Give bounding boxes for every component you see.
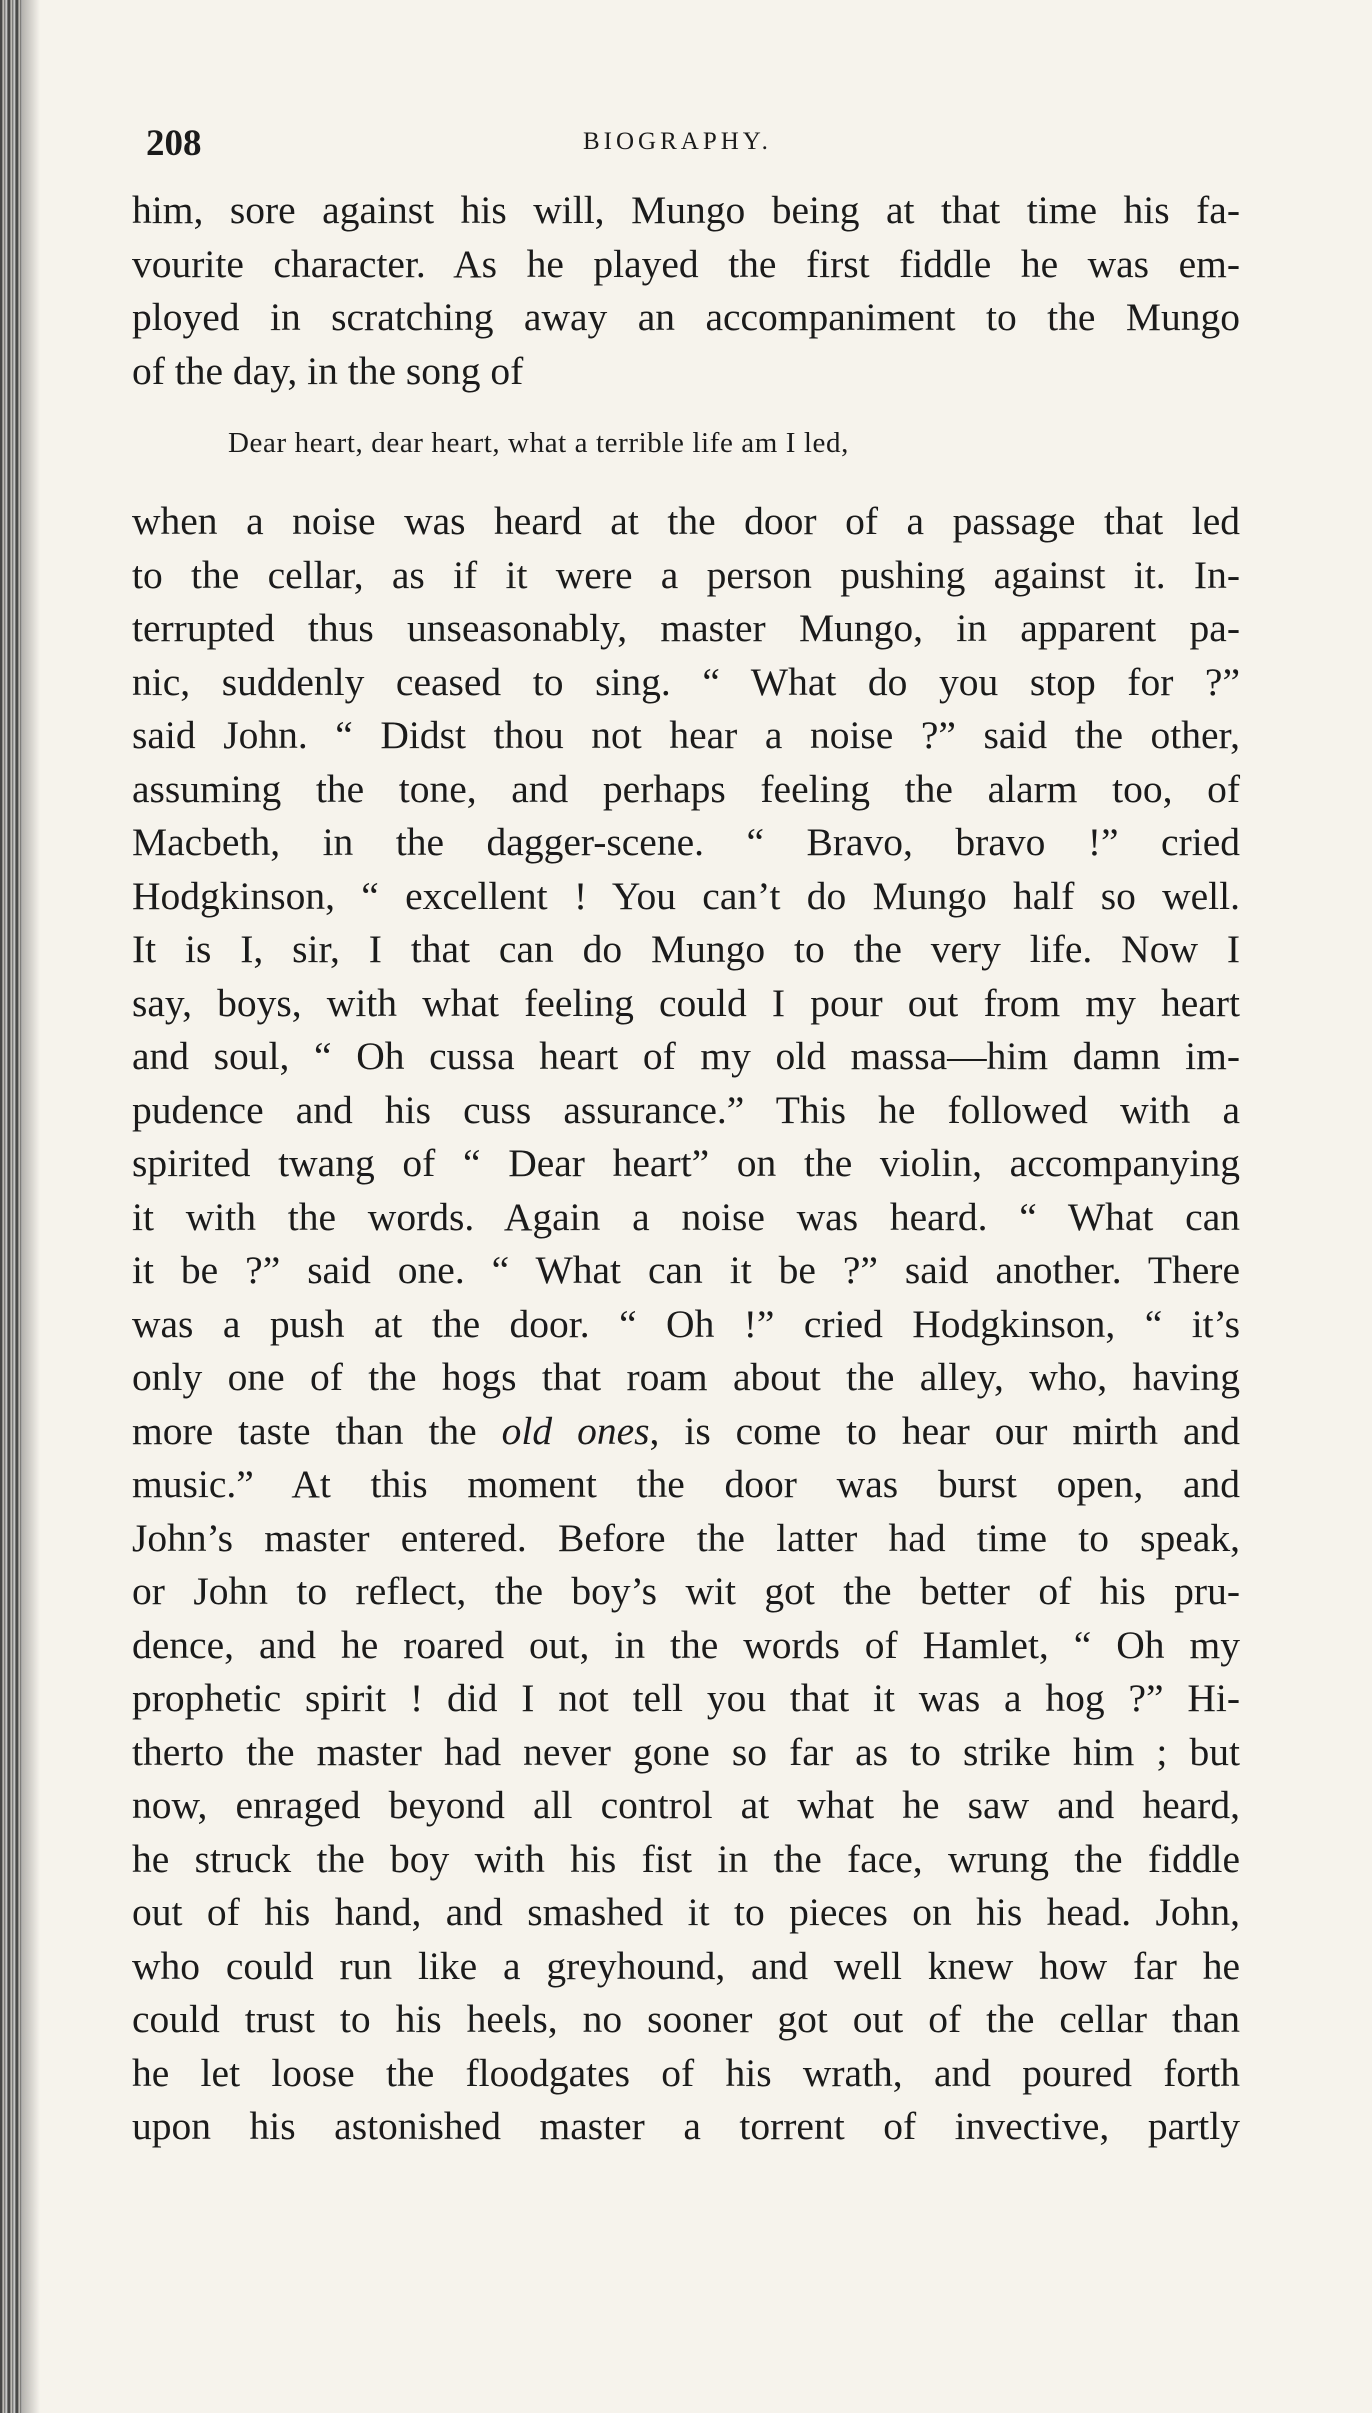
text-line: music.” At this moment the door was burst open, and	[132, 1462, 1240, 1506]
text-line: could trust to his heels, no sooner got out of the cellar than	[132, 1997, 1240, 2041]
text-line: was a push at the door. “ Oh !” cried Hodgkinson, “ it’s	[132, 1301, 1240, 1346]
text-line: dence, and he roared out, in the words of Hamlet, “ Oh my	[132, 1622, 1240, 1667]
text-line: he struck the boy with his fist in the face, wrung the fiddle	[132, 1836, 1240, 1881]
book-page	[132, 112, 1240, 2154]
text-line: or John to reflect, the boy’s wit got the better of his pru-	[132, 1569, 1240, 1613]
text-line: It is I, sir, I that can do Mungo to the very life. Now I	[132, 927, 1240, 971]
text-fragment: more taste than the	[132, 1408, 502, 1453]
text-line: said John. “ Didst thou not hear a noise ?” said the other,	[132, 713, 1240, 757]
body-paragraph	[132, 495, 1240, 2154]
text-line: therto the master had never gone so far as to strike him ; but	[132, 1729, 1240, 1774]
text-line: pudence and his cuss assurance.” This he followed with a	[132, 1087, 1240, 1132]
opening-paragraph	[132, 184, 1240, 398]
text-line: of the day, in the song of	[132, 348, 524, 393]
text-line: assuming the tone, and perhaps feeling the alarm too, of	[132, 766, 1240, 811]
text-line: when a noise was heard at the door of a passage that led	[132, 499, 1240, 543]
text-line: now, enraged beyond all control at what he saw and heard,	[132, 1783, 1240, 1827]
text-line: Hodgkinson, “ excellent ! You can’t do Mungo half so well.	[132, 873, 1240, 918]
text-line: prophetic spirit ! did I not tell you that it was a hog ?” Hi-	[132, 1676, 1240, 1720]
verse-quotation: Dear heart, dear heart, what a terrible life am I led,	[228, 427, 849, 459]
text-line: nic, suddenly ceased to sing. “ What do you stop for ?”	[132, 659, 1240, 704]
text-line: terrupted thus unseasonably, master Mungo, in apparent pa-	[132, 606, 1240, 650]
book-binding-edge	[0, 0, 22, 2413]
page-number: 208	[146, 123, 202, 164]
text-line: out of his hand, and smashed it to pieces on his head. John,	[132, 1890, 1240, 1934]
text-line: spirited twang of “ Dear heart” on the violin, accompanying	[132, 1141, 1240, 1185]
text-line: it with the words. Again a noise was heard. “ What can	[132, 1194, 1240, 1239]
italic-phrase: old ones	[501, 1408, 650, 1453]
text-line: Macbeth, in the dagger-scene. “ Bravo, bravo !” cried	[132, 820, 1240, 864]
text-line: to the cellar, as if it were a person pushing against it. In-	[132, 552, 1240, 597]
text-fragment: , is come to hear our mirth and	[649, 1408, 1240, 1453]
binding-shadow	[22, 0, 40, 2413]
text-line: who could run like a greyhound, and well knew how far he	[132, 1943, 1240, 1988]
running-head: BIOGRAPHY.	[583, 128, 772, 155]
text-line: John’s master entered. Before the latter had time to speak,	[132, 1515, 1240, 1560]
page-header	[132, 112, 1240, 182]
text-line: he let loose the floodgates of his wrath, and poured forth	[132, 2050, 1240, 2095]
text-line-with-italic	[132, 1405, 1240, 1459]
text-line: and soul, “ Oh cussa heart of my old massa—him damn im-	[132, 1034, 1240, 1078]
text-line: say, boys, with what feeling could I pour out from my heart	[132, 980, 1240, 1025]
text-line: vourite character. As he played the first fiddle he was em-	[132, 241, 1240, 286]
text-line: it be ?” said one. “ What can it be ?” said another. There	[132, 1248, 1240, 1292]
text-line: ployed in scratching away an accompaniment to the Mungo	[132, 295, 1240, 339]
text-line: upon his astonished master a torrent of invective, partly	[132, 2104, 1240, 2148]
text-line: only one of the hogs that roam about the alley, who, having	[132, 1355, 1240, 1399]
text-line: him, sore against his will, Mungo being at that time his fa-	[132, 188, 1240, 232]
